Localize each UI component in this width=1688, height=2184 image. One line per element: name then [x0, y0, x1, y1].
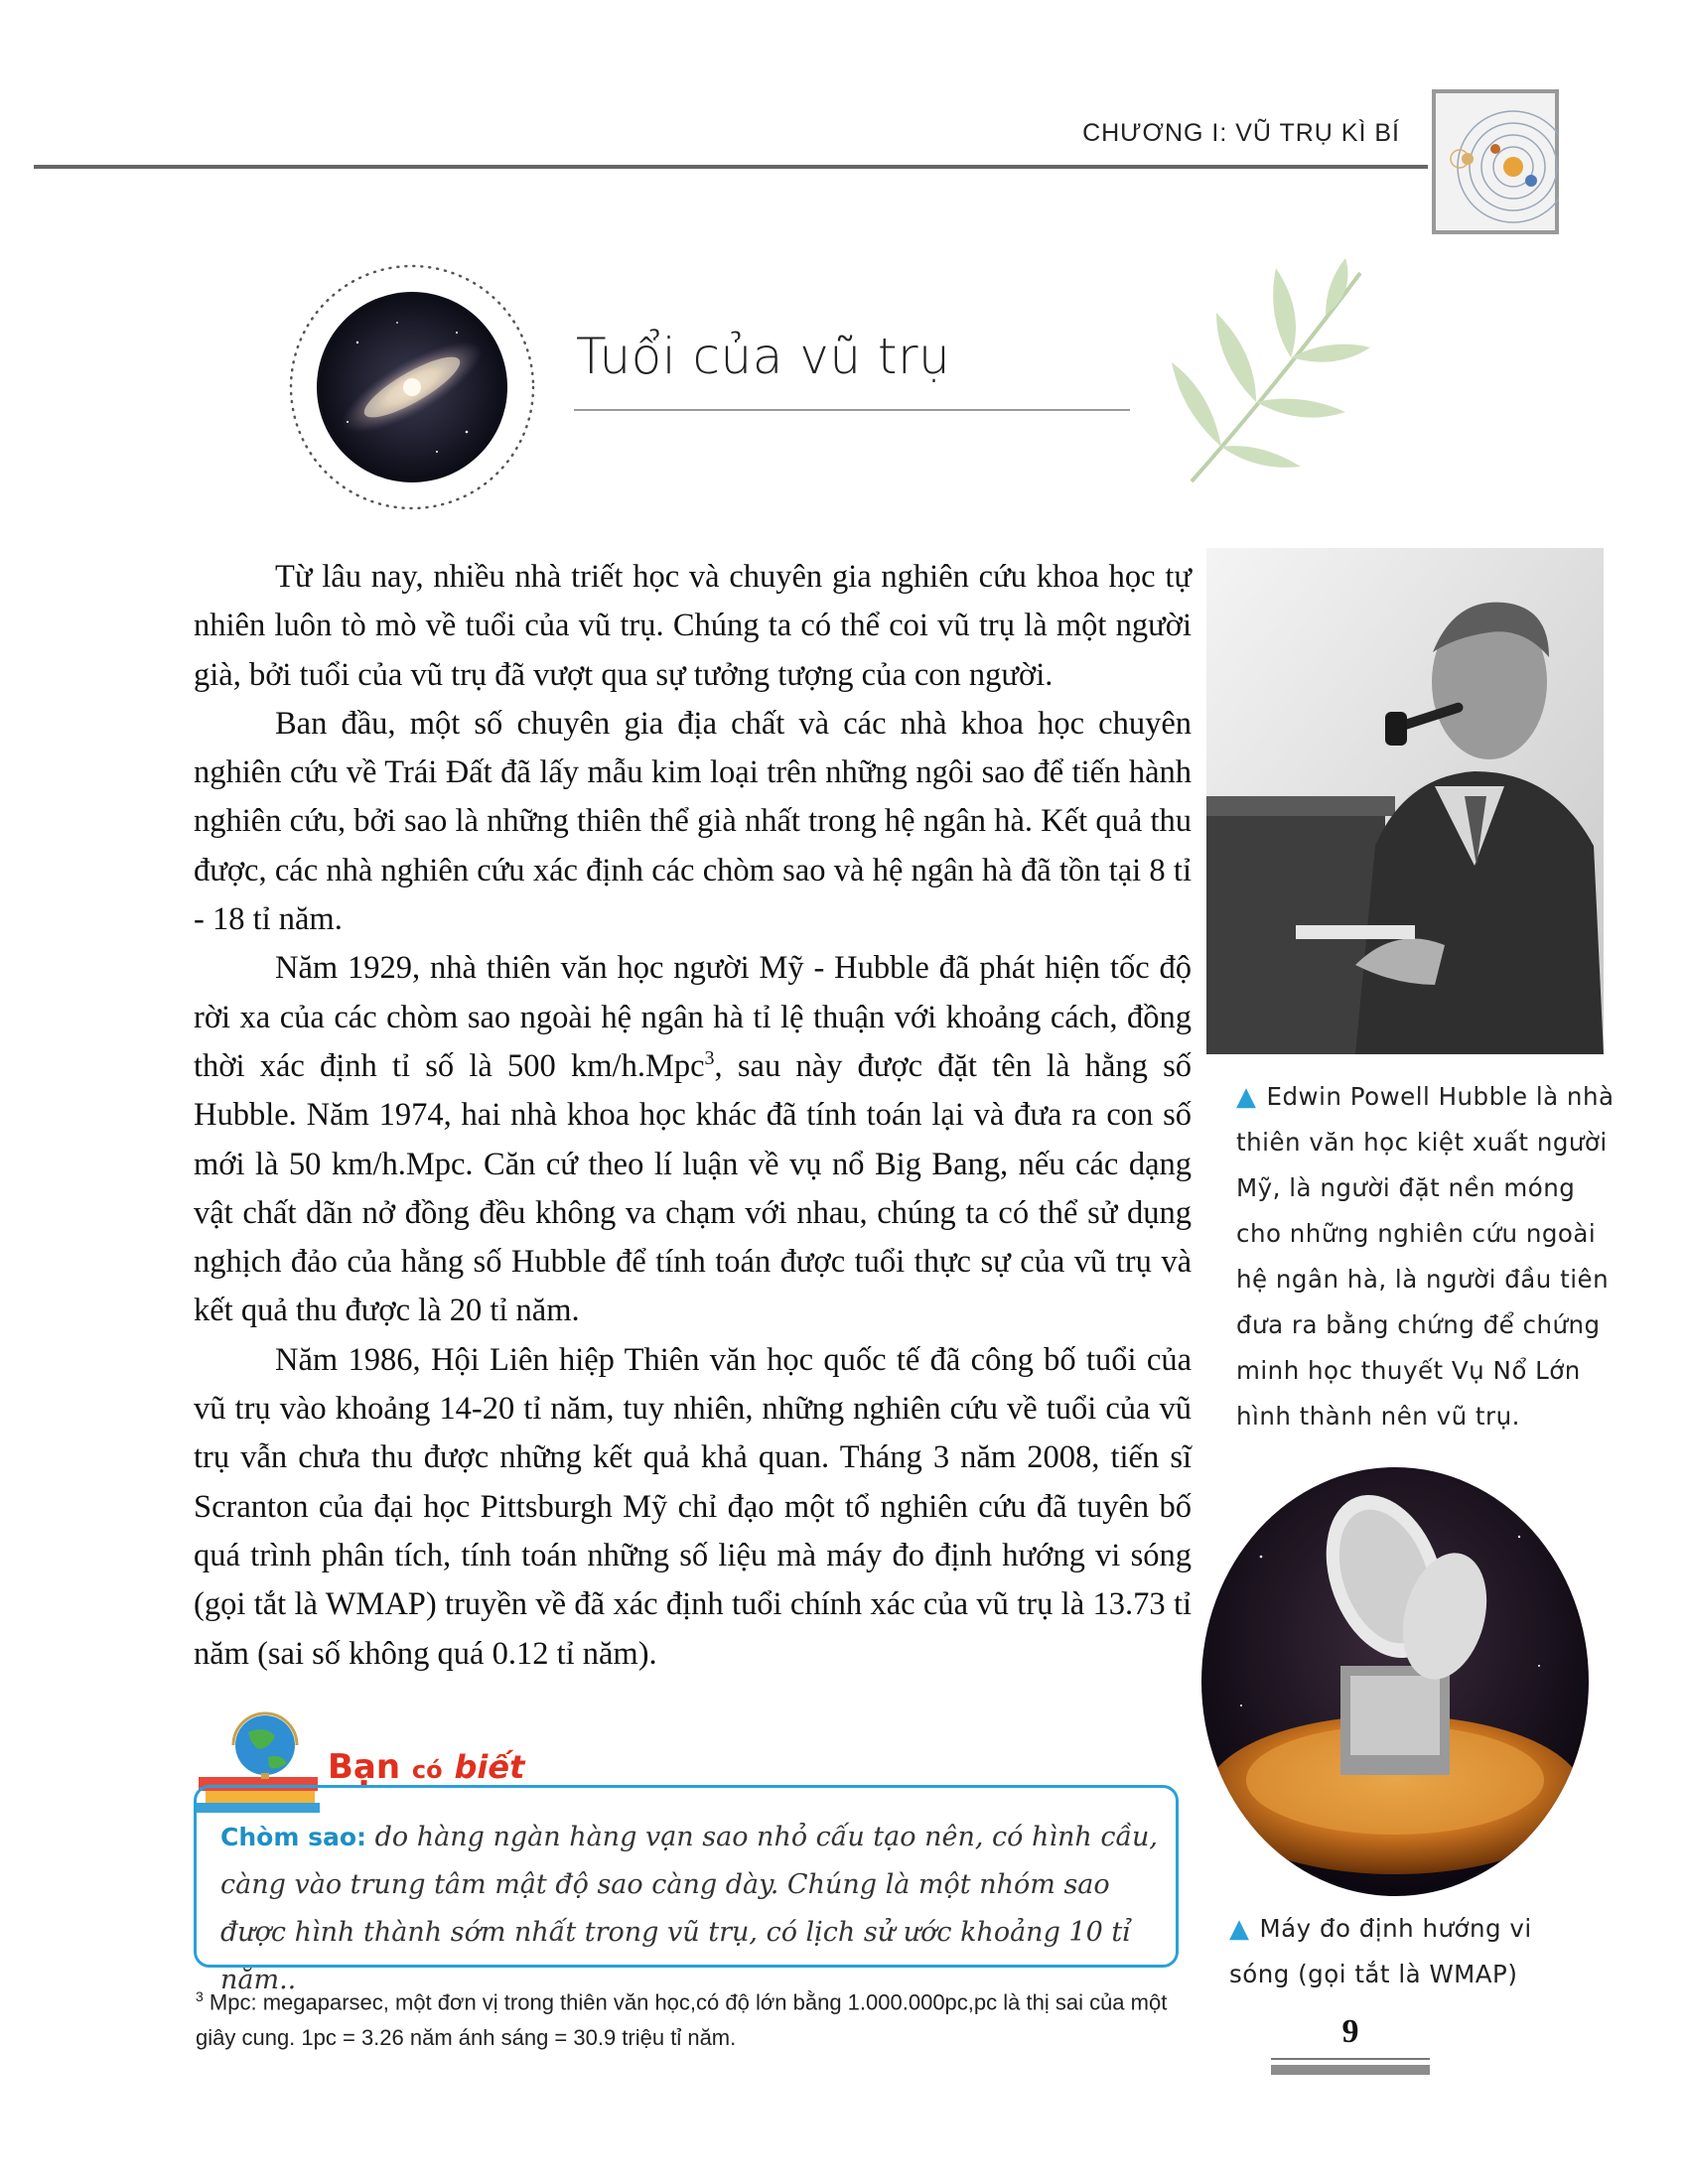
did-you-know-definition: do hàng ngàn hàng vạn sao nhỏ cấu tạo nên, có hình cầu, càng vào trung tâm mật độ sao càng dày. Chúng là một nhóm sao được hình thành sớm nhất trong vũ trụ, có lịch sử ước khoảng 10 tỉ năm.. — [220, 1822, 1158, 1995]
wmap-caption-text: Máy đo định hướng vi sóng (gọi tắt là WMAP) — [1229, 1914, 1532, 1988]
paragraph-3-part-2: , sau này được đặt tên là hằng số Hubble. Năm 1974, hai nhà khoa học khác đã tính toán lại và đưa ra con số mới là 50 km/h.Mpc. Căn cứ theo lí luận về vụ nổ Big Bang, nếu các dạng vật chất dãn nở đồng đều không va chạm với nhau, chúng ta có thể sử dụng nghịch đảo của hằng số Hubble để tính toán được tuổi thực sự của vũ trụ và kết quả thu được là 20 tỉ năm. — [194, 1047, 1193, 1329]
did-you-know-title-biet: biết — [454, 1748, 525, 1786]
did-you-know-title-ban: Bạn — [328, 1747, 401, 1787]
body-text — [194, 553, 1192, 1679]
solar-system-icon — [1432, 89, 1559, 234]
triangle-icon: ▲ — [1229, 1914, 1250, 1944]
triangle-icon: ▲ — [1236, 1082, 1257, 1112]
paragraph-1: Từ lâu nay, nhiều nhà triết học và chuyên gia nghiên cứu khoa học tự nhiên luôn tò mò về tuổi của vũ trụ. Chúng ta có thể coi vũ trụ là một người già, bởi tuổi của vũ trụ đã vượt qua sự tưởng tượng của con người. — [194, 559, 1192, 693]
did-you-know-title — [328, 1747, 524, 1787]
footnote-reference: 3 — [704, 1047, 715, 1070]
header-rule — [34, 165, 1428, 169]
did-you-know-term: Chòm sao: — [220, 1823, 366, 1851]
leaf-icon — [1162, 253, 1380, 491]
title-rule — [574, 409, 1130, 411]
page-number-bar — [1271, 2065, 1430, 2075]
paragraph-4: Năm 1986, Hội Liên hiệp Thiên văn học quốc tế đã công bố tuổi của vũ trụ vào khoảng 14-20 tỉ năm, tuy nhiên, những nghiên cứu về tuổi của vũ trụ vẫn chưa thu được những kết quả khả quan. Tháng 3 năm 2008, tiến sĩ Scranton của đại học Pittsburgh Mỹ chỉ đạo một tổ nghiên cứu đã tuyên bố quá trình phân tích, tính toán những số liệu mà máy đo định hướng vi sóng (gọi tắt là WMAP) truyền về đã xác định tuổi chính xác của vũ trụ là 13.73 tỉ năm (sai số không quá 0.12 tỉ năm). — [194, 1341, 1192, 1672]
footnote-text: Mpc: megaparsec, một đơn vị trong thiên văn học,có độ lớn bằng 1.000.000pc,pc là thị sai của một giây cung. 1pc = 3.26 năm ánh sáng = 30.9 triệu tỉ năm. — [196, 1989, 1168, 2051]
section-title: Tuổi của vũ trụ — [576, 328, 951, 385]
hubble-caption-text: Edwin Powell Hubble là nhà thiên văn học kiệt xuất người Mỹ, là người đặt nền móng cho những nghiên cứu ngoài hệ ngân hà, là người đầu tiên đưa ra bằng chứng để chứng minh học thuyết Vụ Nổ Lớn hình thành nên vũ trụ. — [1236, 1082, 1615, 1431]
hubble-photo — [1206, 548, 1604, 1054]
galaxy-icon — [288, 263, 536, 511]
hubble-caption — [1236, 1074, 1618, 1439]
did-you-know-text — [220, 1814, 1159, 2004]
footnote-marker: 3 — [196, 1988, 204, 2004]
chapter-title: CHƯƠNG I: VŨ TRỤ KÌ BÍ — [1082, 119, 1400, 147]
did-you-know-title-co: có — [411, 1756, 443, 1784]
page-number: 9 — [1341, 2013, 1359, 2050]
paragraph-2: Ban đầu, một số chuyên gia địa chất và các nhà khoa học chuyên nghiên cứu về Trái Đất đã lấy mẫu kim loại trên những ngôi sao để tiến hành nghiên cứu, bởi sao là những thiên thể già nhất trong hệ ngân hà. Kết quả thu được, các nhà nghiên cứu xác định các chòm sao và hệ ngân hà đã tồn tại 8 tỉ - 18 tỉ năm. — [194, 705, 1192, 938]
paragraph-3-part-1: Năm 1929, nhà thiên văn học người Mỹ - Hubble đã phát hiện tốc độ rời xa của các chòm sao ngoài hệ ngân hà tỉ lệ thuận với khoảng cách, đồng thời xác định tỉ số là 500 km/h.Mpc — [194, 950, 1192, 1084]
paragraph-3 — [194, 944, 1192, 1335]
page-number-rule — [1271, 2058, 1430, 2060]
footnote — [196, 1979, 1189, 2056]
wmap-photo — [1201, 1467, 1589, 1896]
wmap-caption — [1229, 1906, 1567, 1997]
